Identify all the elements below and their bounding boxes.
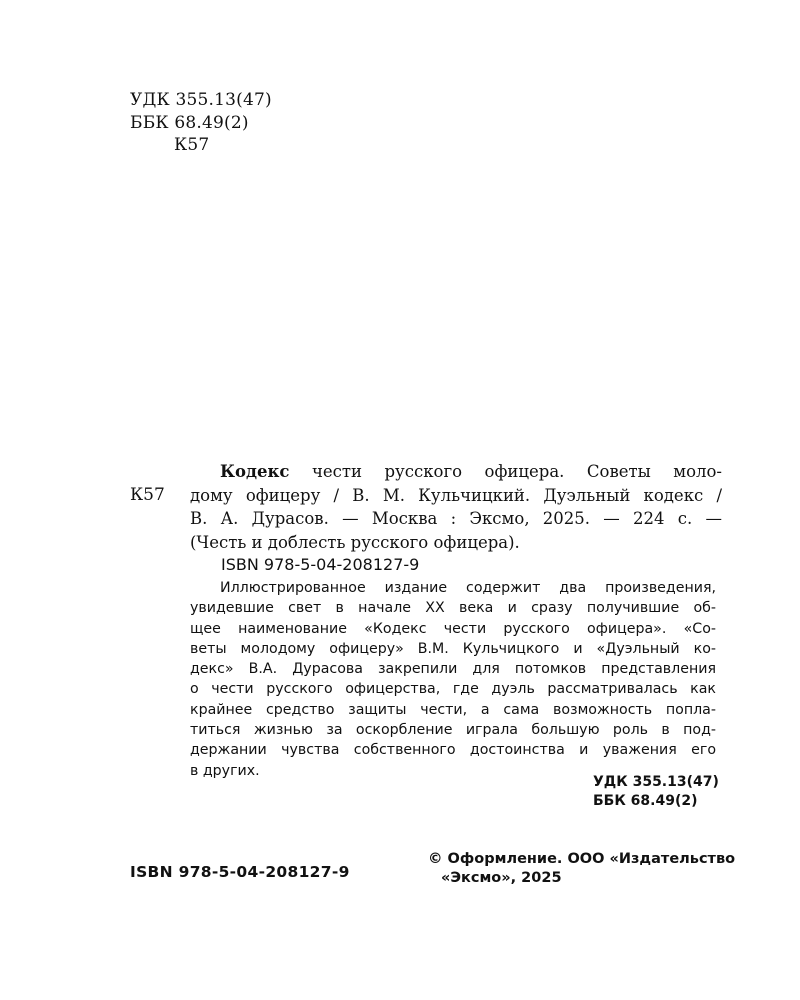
abstract-line: щее наименование «Кодекс чести русского офицера». «Со- [190,620,716,637]
abstract-line: держании чувства собственного достоинства и уважения его [190,742,716,759]
abstract-line: веты молодому офицеру» В.М. Кульчицкого и «Дуэльный ко- [190,640,716,657]
abstract-line: о чести русского офицерства, где дуэль рассматривалась как [190,681,716,698]
header-bbk: ББК 68.49(2) [130,113,249,133]
copyright-line-2: «Эксмо», 2025 [441,870,562,886]
abstract [190,578,716,781]
isbn-inline: ISBN 978-5-04-208127-9 [221,555,420,574]
biblio-title-bold: Кодекс [220,462,290,481]
isbn-bottom: ISBN 978-5-04-208127-9 [130,863,350,881]
margin-author-code: К57 [130,485,165,505]
biblio-line [190,460,722,484]
bibliographic-record [190,460,722,554]
abstract-line: декс» В.А. Дурасова закрепили для потомков представления [190,661,716,678]
biblio-line: (Честь и доблесть русского офицера). [190,532,520,552]
abstract-line: Иллюстрированное издание содержит два произведения, [220,580,716,596]
abstract-line: увидевшие свет в начале XX века и сразу получившие об- [190,600,716,617]
footer-udk: УДК 355.13(47) [593,774,719,790]
abstract-line: крайнее средство защиты чести, а сама возможность попла- [190,701,716,718]
abstract-line: титься жизнью за оскорбление играла большую роль в под- [190,722,716,739]
biblio-line: дому офицеру / В. М. Кульчицкий. Дуэльный кодекс / [190,485,722,505]
footer-bbk: ББК 68.49(2) [593,793,698,809]
biblio-line-text: чести русского офицера. Советы моло- [289,462,722,481]
copyright-line-1: © Оформление. ООО «Издательство [428,851,736,867]
biblio-line: В. А. Дурасов. — Москва : Эксмо, 2025. — 224 с. — [190,509,722,528]
header-author-mark: К57 [174,135,210,155]
abstract-line: в других. [190,762,260,779]
header-udk: УДК 355.13(47) [130,90,272,110]
